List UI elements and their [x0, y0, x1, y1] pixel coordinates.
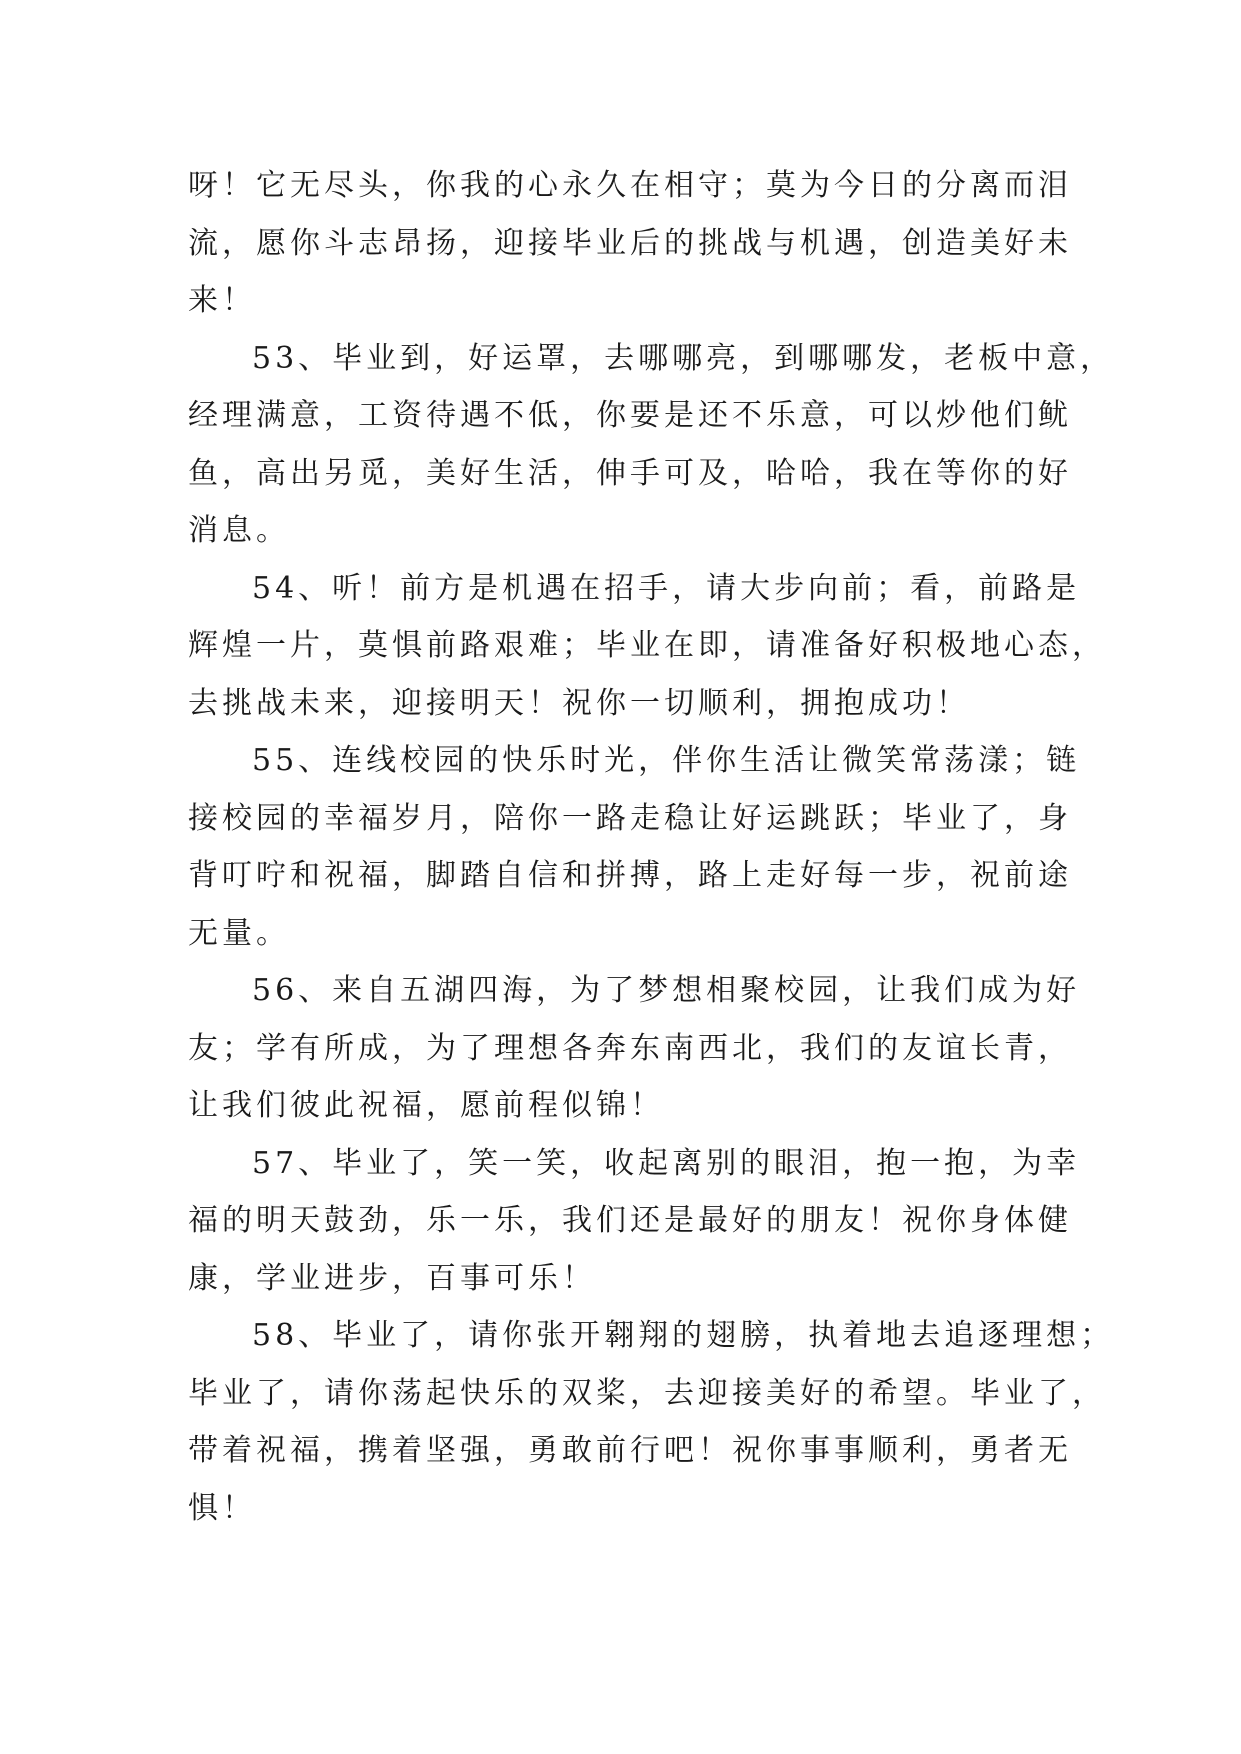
text-line: 呀！它无尽头，你我的心永久在相守；莫为今日的分离而泪 — [188, 168, 1072, 203]
text-line: 友；学有所成，为了理想各奔东南西北，我们的友谊长青， — [188, 1030, 1072, 1066]
text-line: 来！ — [188, 283, 256, 318]
paragraph-57-start: 57、毕业了，笑一笑，收起离别的眼泪，抱一抱，为幸 — [252, 1145, 1081, 1181]
text-line: 背叮咛和祝福，脚踏自信和拼搏，路上走好每一步，祝前途 — [188, 858, 1072, 893]
text-line: 带着祝福，携着坚强，勇敢前行吧！祝你事事顺利，勇者无 — [188, 1433, 1072, 1468]
text-line: 让我们彼此祝福，愿前程似锦！ — [188, 1088, 664, 1123]
text-line: 惧！ — [188, 1490, 256, 1526]
paragraph-53-start: 53、毕业到，好运罩，去哪哪亮，到哪哪发，老板中意， — [252, 340, 1115, 376]
paragraph-55-start: 55、连线校园的快乐时光，伴你生活让微笑常荡漾；链 — [252, 743, 1081, 778]
text-line: 康，学业进步，百事可乐！ — [188, 1260, 596, 1296]
paragraph-58-start: 58、毕业了，请你张开翱翔的翅膀，执着地去追逐理想； — [252, 1318, 1115, 1353]
text-line: 经理满意，工资待遇不低，你要是还不乐意，可以炒他们鱿 — [188, 398, 1072, 433]
text-line: 辉煌一片，莫惧前路艰难；毕业在即，请准备好积极地心态， — [188, 628, 1106, 663]
paragraph-54-start: 54、听！前方是机遇在招手，请大步向前；看，前路是 — [252, 570, 1081, 606]
text-line: 毕业了，请你荡起快乐的双桨，去迎接美好的希望。毕业了， — [188, 1375, 1106, 1411]
text-line: 福的明天鼓劲，乐一乐，我们还是最好的朋友！祝你身体健 — [188, 1203, 1072, 1238]
paragraph-56-start: 56、来自五湖四海，为了梦想相聚校园，让我们成为好 — [252, 973, 1081, 1008]
text-line: 流，愿你斗志昂扬，迎接毕业后的挑战与机遇，创造美好未 — [188, 225, 1072, 261]
document-body — [188, 157, 1115, 1537]
text-line: 无量。 — [188, 915, 290, 951]
text-line: 接校园的幸福岁月，陪你一路走稳让好运跳跃；毕业了，身 — [188, 800, 1072, 836]
text-line: 鱼，高出另觅，美好生活，伸手可及，哈哈，我在等你的好 — [188, 455, 1072, 491]
text-line: 去挑战未来，迎接明天！祝你一切顺利，拥抱成功！ — [188, 685, 970, 721]
text-line: 消息。 — [188, 513, 290, 548]
